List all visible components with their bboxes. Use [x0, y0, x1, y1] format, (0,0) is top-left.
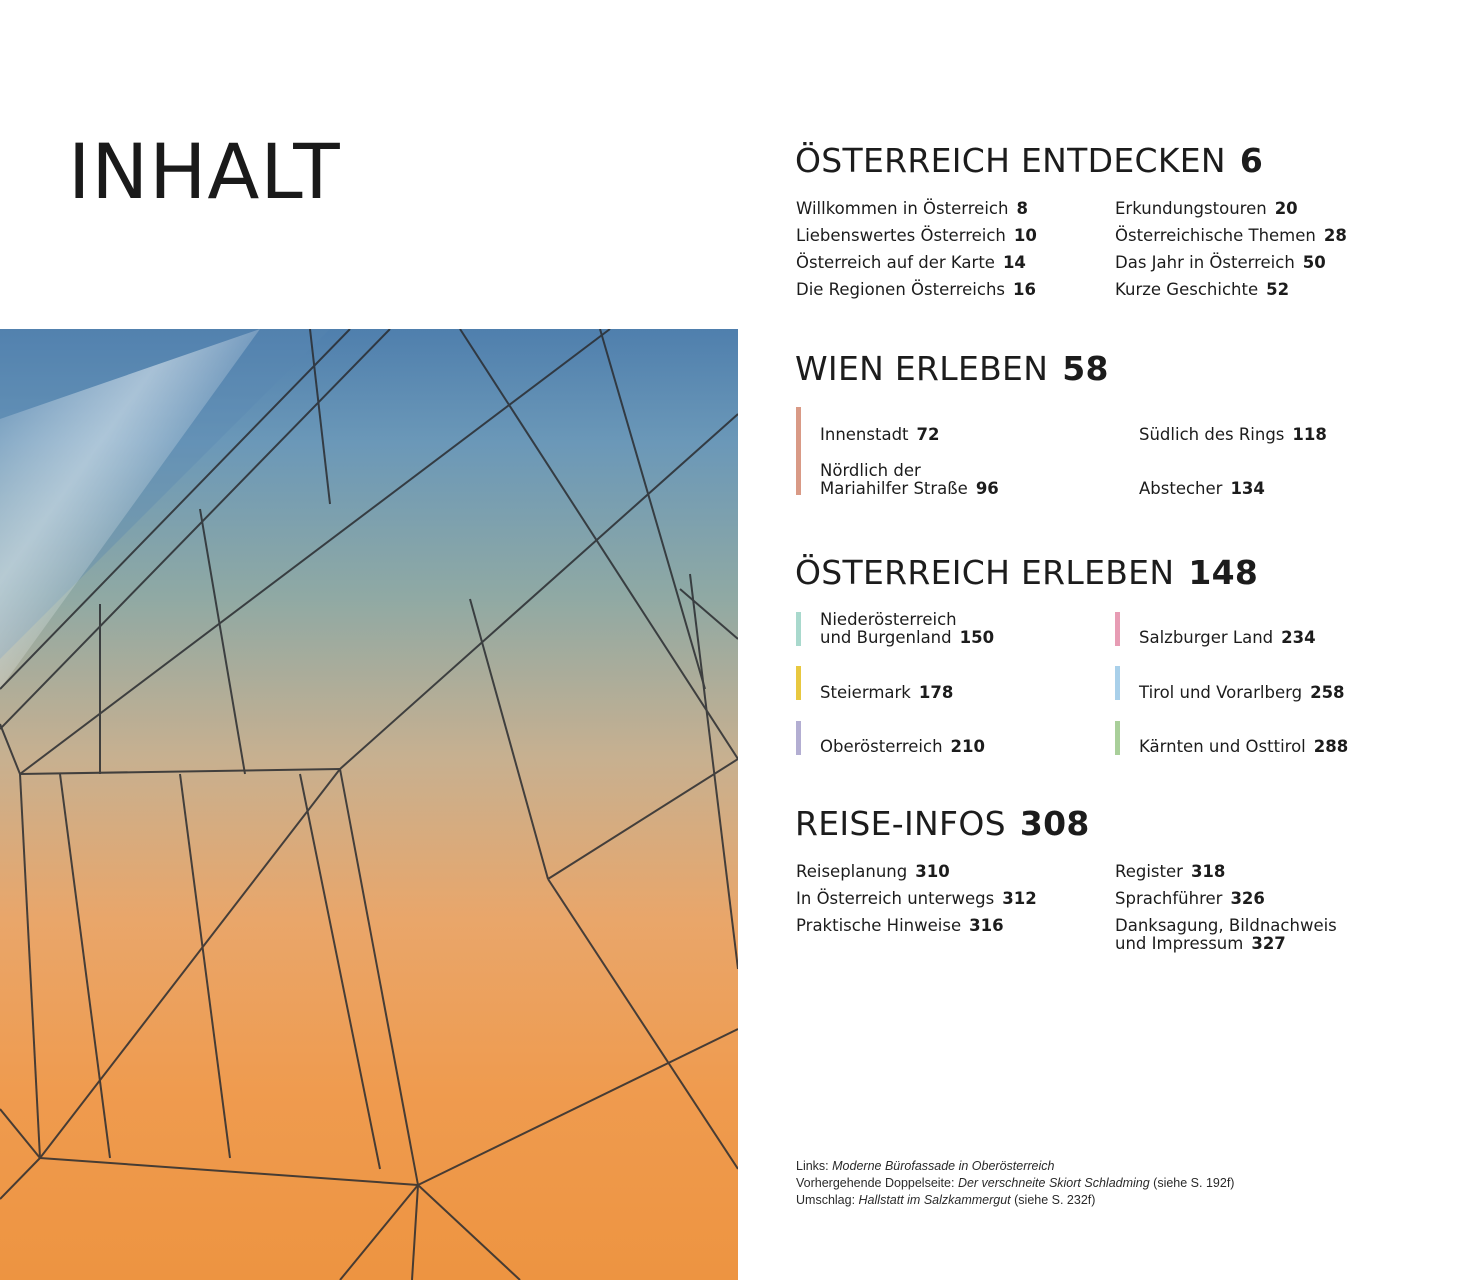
- caption-line: Links: Moderne Bürofassade in Oberösterreich: [796, 1159, 1055, 1173]
- toc-entry[interactable]: [796, 917, 1004, 935]
- section-page: 148: [1188, 553, 1259, 592]
- caption-line: Vorhergehende Doppelseite: Der verschneite Skiort Schladming (siehe S. 192f): [796, 1176, 1235, 1190]
- image-captions: [796, 1158, 1234, 1209]
- entry-label: Reiseplanung: [796, 862, 908, 881]
- entry-label: Kärnten und Osttirol: [1139, 737, 1306, 756]
- toc-entry[interactable]: [1139, 629, 1316, 647]
- wien-color-bar: [796, 407, 801, 495]
- entry-label-line1: Danksagung, Bildnachweis: [1115, 916, 1337, 935]
- page-title: INHALT: [68, 127, 341, 216]
- entry-page: 178: [918, 683, 954, 702]
- entry-page: 20: [1274, 199, 1298, 218]
- section-title-entdecken[interactable]: [795, 141, 1264, 180]
- entry-label-line2: und Impressum: [1115, 934, 1244, 953]
- toc-entry[interactable]: [1139, 684, 1345, 702]
- toc-entry[interactable]: [796, 890, 1037, 908]
- entry-page: 72: [916, 425, 940, 444]
- entry-page: 288: [1313, 737, 1349, 756]
- toc-entry[interactable]: [820, 426, 939, 444]
- entry-label: Willkommen in Österreich: [796, 199, 1009, 218]
- facade-lines: [0, 329, 738, 1280]
- toc-entry[interactable]: [796, 200, 1028, 218]
- section-title-wien[interactable]: [795, 349, 1109, 388]
- entry-label: In Österreich unterwegs: [796, 889, 995, 908]
- entry-page: 326: [1230, 889, 1265, 908]
- entry-page: 52: [1266, 280, 1290, 299]
- toc-entry[interactable]: [820, 738, 985, 756]
- facade-photo: [0, 329, 738, 1280]
- toc-entry[interactable]: [1139, 738, 1348, 756]
- region-color-bar: [1115, 612, 1120, 646]
- entry-label: Österreichische Themen: [1115, 226, 1316, 245]
- section-title-reise[interactable]: [795, 804, 1090, 843]
- toc-entry[interactable]: [1115, 863, 1225, 881]
- entry-page: 318: [1190, 862, 1226, 881]
- entry-page: 316: [969, 916, 1004, 935]
- section-label: WIEN ERLEBEN: [795, 349, 1049, 388]
- entry-page: 258: [1310, 683, 1345, 702]
- entry-label: Erkundungstouren: [1115, 199, 1267, 218]
- entry-page: 312: [1002, 889, 1037, 908]
- toc-entry[interactable]: [1115, 281, 1289, 299]
- entry-label-line2: Mariahilfer Straße: [820, 479, 968, 498]
- entry-page: 210: [950, 737, 985, 756]
- section-page: 58: [1062, 349, 1109, 388]
- section-label: ÖSTERREICH ERLEBEN: [795, 553, 1175, 592]
- entry-label: Abstecher: [1139, 479, 1223, 498]
- entry-page: 50: [1302, 253, 1326, 272]
- entry-page: 310: [915, 862, 950, 881]
- entry-page: 134: [1230, 479, 1265, 498]
- toc-entry[interactable]: [1115, 227, 1347, 245]
- entry-label: Innenstadt: [820, 425, 909, 444]
- entry-label: Liebenswertes Österreich: [796, 226, 1006, 245]
- entry-label: Südlich des Rings: [1139, 425, 1285, 444]
- toc-entry[interactable]: [1115, 200, 1298, 218]
- toc-entry[interactable]: [796, 281, 1036, 299]
- entry-page: 327: [1251, 934, 1286, 953]
- entry-page: 118: [1292, 425, 1327, 444]
- toc-entry[interactable]: [796, 227, 1037, 245]
- entry-page: 96: [975, 479, 999, 498]
- toc-entry[interactable]: [1115, 890, 1265, 908]
- entry-label-line1: Niederösterreich: [820, 610, 957, 629]
- entry-label: Oberösterreich: [820, 737, 943, 756]
- region-color-bar: [796, 612, 801, 646]
- region-color-bar: [796, 666, 801, 700]
- toc-entry[interactable]: [820, 684, 953, 702]
- entry-page: 234: [1281, 628, 1316, 647]
- section-title-oesterreich[interactable]: [795, 553, 1259, 592]
- entry-page: 16: [1013, 280, 1036, 299]
- entry-label: Salzburger Land: [1139, 628, 1274, 647]
- entry-label-line1: Nördlich der: [820, 461, 921, 480]
- toc-entry[interactable]: [796, 254, 1026, 272]
- entry-label: Österreich auf der Karte: [796, 253, 995, 272]
- toc-entry[interactable]: [820, 462, 999, 498]
- section-page: 308: [1019, 804, 1090, 843]
- section-page: 6: [1239, 141, 1264, 180]
- entry-label: Praktische Hinweise: [796, 916, 962, 935]
- toc-entry[interactable]: [796, 863, 950, 881]
- entry-label: Das Jahr in Österreich: [1115, 253, 1295, 272]
- entry-page: 150: [959, 628, 995, 647]
- entry-label: Register: [1115, 862, 1183, 881]
- entry-label: Steiermark: [820, 683, 911, 702]
- entry-label: Tirol und Vorarlberg: [1139, 683, 1303, 702]
- entry-label-line2: und Burgenland: [820, 628, 952, 647]
- toc-entry[interactable]: [1139, 426, 1327, 444]
- section-label: ÖSTERREICH ENTDECKEN: [795, 141, 1226, 180]
- entry-page: 14: [1002, 253, 1026, 272]
- toc-entry[interactable]: [1115, 254, 1326, 272]
- section-label: REISE-INFOS: [795, 804, 1006, 843]
- toc-entry[interactable]: [1115, 917, 1337, 953]
- entry-label: Die Regionen Österreichs: [796, 280, 1006, 299]
- caption-line: Umschlag: Hallstatt im Salzkammergut (siehe S. 232f): [796, 1193, 1096, 1207]
- entry-page: 10: [1013, 226, 1037, 245]
- entry-page: 8: [1016, 199, 1028, 218]
- region-color-bar: [796, 721, 801, 755]
- toc-entry[interactable]: [1139, 480, 1265, 498]
- entry-label: Sprachführer: [1115, 889, 1223, 908]
- toc-entry[interactable]: [820, 611, 994, 647]
- region-color-bar: [1115, 721, 1120, 755]
- entry-label: Kurze Geschichte: [1115, 280, 1259, 299]
- region-color-bar: [1115, 666, 1120, 700]
- entry-page: 28: [1323, 226, 1347, 245]
